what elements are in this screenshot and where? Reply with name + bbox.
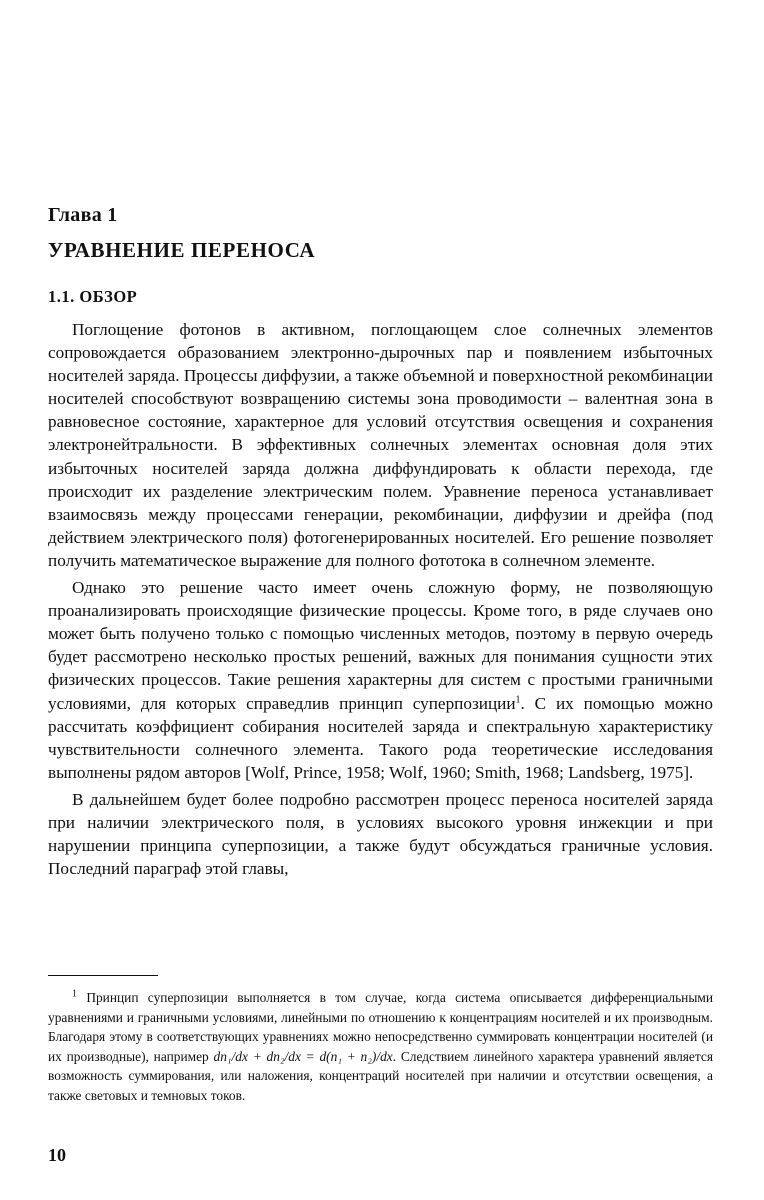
paragraph-2 <box>48 576 713 784</box>
paragraph-2-text-end: . С их помощью можно рассчитать коэффициент собирания носителей заряда и спектральную характеристику чувствительности солнечного элемента. Такого рода теоретические исследования выполнены рядом авторов [Wolf, Prince, 1958; Wolf, 1960; Smith, 1968; Landsberg, 1975]. <box>48 693 714 782</box>
footnote-divider <box>48 975 158 976</box>
paragraph-2-text-start: Однако это решение часто имеет очень сложную форму, не позволяющую проанализировать происходящие физические процессы. Кроме того, в ряде случаев оно может быть получено только с помощью численных методов, поэтому в первую очередь будет рассмотрено несколько простых решений, важных для понимания сущности этих физических процессов. Такие решения характерны для систем с простыми граничными условиями, для которых справедлив принцип суперпозиции <box>48 578 713 713</box>
footnote-formula: dn₁/dx + dn₂/dx = d(n₁ + n₂)/dx <box>213 1048 393 1064</box>
footnote <box>48 988 713 1106</box>
book-page <box>48 0 713 1200</box>
section-title: 1.1. ОБЗОР <box>48 287 138 306</box>
footnote-reference: 1 <box>515 693 521 705</box>
footnote-text-end: . Следствием линейного характера уравнений является возможность суммирования, или наложения, концентраций носителей при наличии и отсутствии освещения, а также световых и темновых токов. <box>48 1048 713 1103</box>
paragraph-1: Поглощение фотонов в активном, поглощающем слое солнечных элементов сопровождается образованием электронно-дырочных пар и появлением избыточных носителей заряда. Процессы диффузии, а также объемной и поверхностной рекомбинации носителей способствуют возвращению системы зона проводимости – валентная зона в равновесное состояние, характерное для условий отсутствия освещения и сохранения электронейтральности. В эффективных солнечных элементах основная доля этих избыточных носителей заряда должна диффундировать к области перехода, где происходит их разделение электрическим полем. Уравнение переноса устанавливает взаимосвязь между процессами генерации, рекомбинации, диффузии и дрейфа (под действием электрического поля) фотогенерированных носителей. Его решение позволяет получить математическое выражение для полного фототока в солнечном элементе. <box>48 320 713 570</box>
paragraph-3: В дальнейшем будет более подробно рассмотрен процесс переноса носителей заряда при наличии электрического поля, в условиях высокого уровня инжекции и при нарушении принципа суперпозиции, а также будут обсуждаться граничные условия. Последний параграф этой главы, <box>48 789 713 879</box>
footnote-text-start: Принцип суперпозиции выполняется в том случае, когда система описывается дифференциальными уравнениями и граничными условиями, линейными по отношению к концентрациям носителей и их производным. Благодаря этому в соответствующих уравнениях можно непосредственно суммировать концентрации носителей (и их производные), например <box>48 990 713 1064</box>
page-number: 10 <box>48 1145 66 1165</box>
chapter-label: Глава 1 <box>48 204 118 226</box>
footnote-mark: 1 <box>72 988 77 1000</box>
chapter-title: УРАВНЕНИЕ ПЕРЕНОСА <box>48 238 316 262</box>
body-text <box>48 318 713 884</box>
